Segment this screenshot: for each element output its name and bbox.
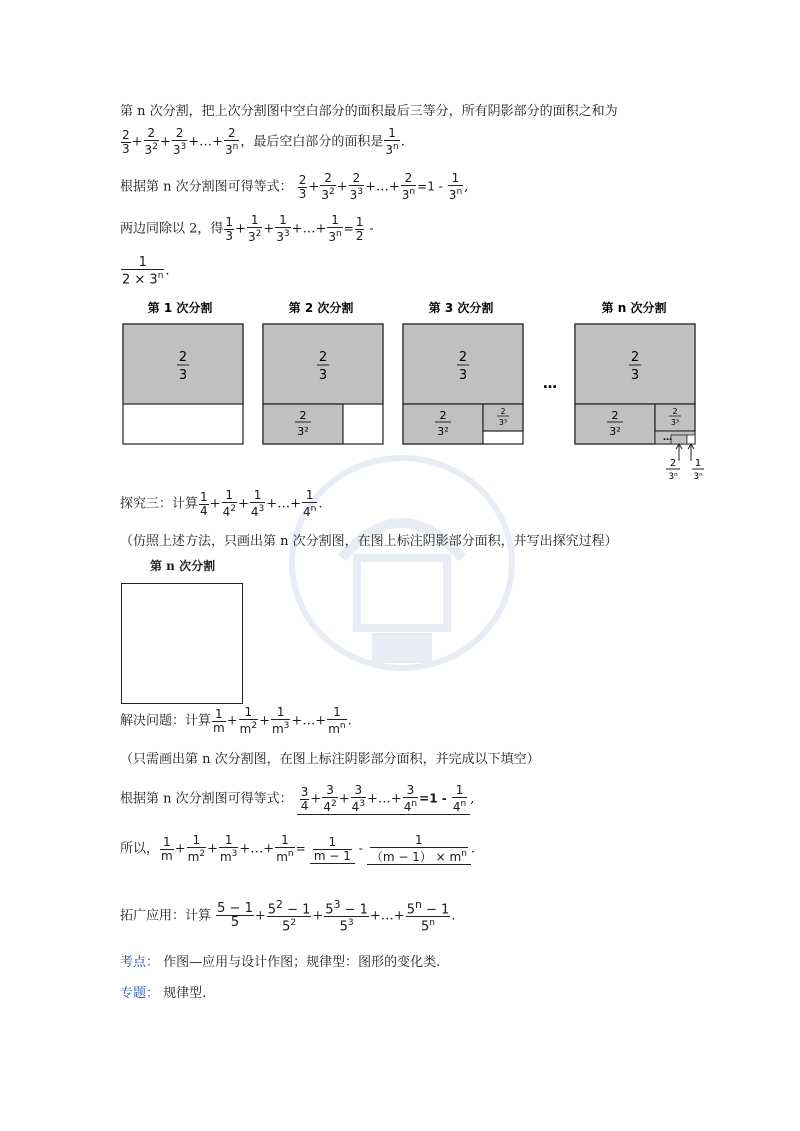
fraction: $\frac{1}{3^n}$ (448, 171, 463, 202)
svg-text:2: 2 (318, 350, 328, 365)
fraction: $\frac{1}{m^2}$ (187, 833, 206, 864)
svg-text:3²: 3² (437, 425, 449, 438)
partition-3 (403, 324, 523, 444)
lead-text: 解决问题：计算 (120, 713, 212, 729)
fraction: $\frac{3}{4^n}$ (403, 783, 418, 814)
partition-n (575, 324, 704, 482)
svg-text:3ⁿ: 3ⁿ (693, 472, 703, 482)
svg-text:3³: 3³ (498, 418, 508, 427)
label-step-3: 第 3 次分割 (428, 301, 494, 315)
svg-text:2: 2 (439, 409, 447, 422)
fraction: $\frac{1}{2}$ (355, 214, 364, 243)
fraction: $\frac{2}{3^2}$ (321, 171, 335, 202)
fraction: $\frac{1}{(m - 1) \times m^n}$ (370, 833, 467, 864)
fraction: $\frac{1}{3^3}$ (276, 213, 290, 244)
kaodian-text: 作图—应用与设计作图；规律型：图形的变化类. (163, 955, 441, 970)
lead-text: 两边同除以 2，得 (120, 221, 224, 237)
solve-note: （只需画出第 n 次分割图，在图上标注阴影部分面积，并完成以下填空） (120, 752, 540, 767)
fraction: $\frac{3}{4^2}$ (323, 783, 337, 814)
fraction: $\frac{1}{4}$ (200, 489, 208, 518)
fraction: $\frac{1}{m - 1}$ (313, 834, 351, 863)
svg-text:2: 2 (299, 409, 307, 422)
svg-text:3²: 3² (609, 425, 621, 438)
explore3-note: （仿照上述方法，只画出第 n 次分割图，在图上标注阴影部分面积，并写出探究过程） (120, 534, 618, 549)
fraction: $\frac{1}{4^n}$ (452, 783, 467, 814)
fraction: $\frac{1}{3}$ (225, 214, 234, 243)
solve-result: 所以， $\frac{1}{m}$ + $\frac{1}{m^2}$ + $\frac{1}{m^3}$ +…+ $\frac{1}{m^n}$ = $\frac{1}{m - 1}$ - $\frac{1}{(m - 1) \times m^n}$ . (120, 833, 476, 864)
formula-equation-2: 两边同除以 2，得 $\frac{1}{3}$ + $\frac{1}{3^2}$ + $\frac{1}{3^3}$ +…+ $\frac{1}{3^n}$ = $\frac{1}{2}$ - (120, 213, 374, 244)
fraction: $\frac{2}{3^2}$ (144, 126, 158, 157)
solve-formula: 解决问题：计算 $\frac{1}{m}$ + $\frac{1}{m^2}$ + $\frac{1}{m^3}$ +…+ $\frac{1}{m^n}$ . (120, 705, 352, 736)
fraction: $\frac{1}{3^n}$ (328, 213, 342, 244)
formula-text: ，最后空白部分的面积是 (240, 134, 384, 150)
ellipsis: … (543, 376, 557, 392)
label-step-n: 第 n 次分割 (601, 301, 667, 315)
explore3-box-label: 第 n 次分割 (150, 559, 216, 573)
svg-text:2: 2 (611, 409, 619, 422)
partition-2 (263, 324, 383, 444)
fraction: $\frac{2}{3^3}$ (349, 171, 363, 202)
fraction: $\frac{2}{3^3}$ (172, 126, 187, 157)
svg-text:2: 2 (178, 350, 188, 365)
lead-text: 根据第 n 次分割图可得等式： (120, 791, 293, 807)
fraction: $\frac{1}{3^2}$ (247, 213, 262, 244)
kaodian-row (120, 955, 440, 971)
fraction: $\frac{1}{4^2}$ (222, 488, 236, 519)
svg-text:2: 2 (669, 458, 677, 469)
svg-text:3: 3 (318, 368, 328, 383)
svg-text:3: 3 (458, 368, 468, 383)
fraction: $\frac{1}{m^3}$ (271, 705, 290, 736)
label-step-2: 第 2 次分割 (288, 301, 354, 315)
fraction: $\frac{1}{2 \times 3^n}$ (122, 255, 164, 288)
fraction: $\frac{2}{3}$ (122, 127, 130, 156)
zhuanti-label: 专题： (120, 986, 160, 1001)
svg-text:3ⁿ: 3ⁿ (668, 472, 678, 482)
fraction: $\frac{5^n - 1}{5^n}$ (406, 898, 450, 935)
svg-text:2: 2 (500, 407, 506, 416)
solve-equation: 根据第 n 次分割图可得等式： $\frac{3}{4}$ + $\frac{3}{4^2}$ + $\frac{3}{4^3}$ +…+ $\frac{3}{4^n}$ =1 - $\frac{1}{4^n}$ , (120, 783, 475, 814)
fraction: $\frac{2}{3^n}$ (225, 126, 239, 157)
lead-text: 探究三：计算 (120, 496, 199, 512)
expand-formula: 拓广应用：计算 $\frac{5 - 1}{5}$ + $\frac{5^2 - 1}{5^2}$ + $\frac{5^3 - 1}{5^3}$ +…+ $\frac{5^n - 1}{5^n}$ . (120, 898, 456, 935)
svg-text:1: 1 (694, 458, 702, 469)
fraction: $\frac{5^2 - 1}{5^2}$ (267, 898, 311, 935)
lead-text: 所以， (120, 841, 160, 857)
formula-sum-shaded: $\frac{2}{3}$ + $\frac{2}{3^2}$ + $\frac{2}{3^3}$ +…+ $\frac{2}{3^n}$ ，最后空白部分的面积是 $\frac{1}{3^n}$ . (122, 126, 405, 157)
svg-text:3³: 3³ (670, 418, 680, 427)
formula-equation-1: 根据第 n 次分割图可得等式： $\frac{2}{3}$ + $\frac{2}{3^2}$ + $\frac{2}{3^3}$ +…+ $\frac{2}{3^n}$ =1 - $\frac{1}{3^n}$ , (120, 171, 469, 202)
fraction: $\frac{5^3 - 1}{5^3}$ (325, 898, 368, 935)
partition-diagram (110, 296, 710, 495)
lead-text: 拓广应用：计算 (120, 908, 212, 924)
zhuanti-text: 规律型. (163, 986, 207, 1001)
formula-equation-2-cont: $\frac{1}{2 \times 3^n}$ . (122, 255, 170, 288)
svg-text:2: 2 (458, 350, 468, 365)
paragraph-intro: 第 n 次分割，把上次分割图中空白部分的面积最后三等分，所有阴影部分的面积之和为 (120, 104, 618, 119)
fraction: $\frac{1}{3^n}$ (385, 126, 399, 157)
fraction: $\frac{3}{4^3}$ (351, 783, 365, 814)
svg-text:3²: 3² (297, 425, 309, 438)
partition-1 (123, 324, 243, 444)
explore3-formula: 探究三：计算 $\frac{1}{4}$ + $\frac{1}{4^2}$ + $\frac{1}{4^3}$ +…+ $\frac{1}{4^n}$ . (120, 488, 323, 519)
svg-text:…: … (663, 433, 672, 443)
svg-text:3: 3 (630, 368, 640, 383)
svg-text:3: 3 (178, 368, 188, 383)
fraction: $\frac{1}{m^2}$ (239, 705, 258, 736)
fraction: $\frac{1}{4^n}$ (303, 488, 317, 519)
fraction: $\frac{5 - 1}{5}$ (217, 901, 253, 931)
fraction: $\frac{1}{m^3}$ (219, 833, 238, 864)
fraction: $\frac{1}{m}$ (213, 706, 225, 735)
fraction: $\frac{1}{m^n}$ (328, 705, 346, 736)
zhuanti-row (120, 986, 206, 1002)
fraction: $\frac{1}{4^3}$ (250, 488, 265, 519)
svg-text:2: 2 (630, 350, 640, 365)
fraction: $\frac{1}{m^n}$ (276, 833, 294, 864)
fraction: $\frac{3}{4}$ (300, 784, 309, 813)
label-step-1: 第 1 次分割 (147, 301, 213, 315)
fraction: $\frac{1}{m}$ (161, 834, 173, 863)
fraction: $\frac{2}{3}$ (298, 172, 307, 201)
lead-text: 根据第 n 次分割图可得等式： (120, 179, 293, 195)
kaodian-label: 考点： (120, 955, 160, 970)
blank-partition-box (121, 583, 243, 704)
svg-text:2: 2 (672, 407, 678, 416)
fraction: $\frac{2}{3^n}$ (401, 171, 416, 202)
